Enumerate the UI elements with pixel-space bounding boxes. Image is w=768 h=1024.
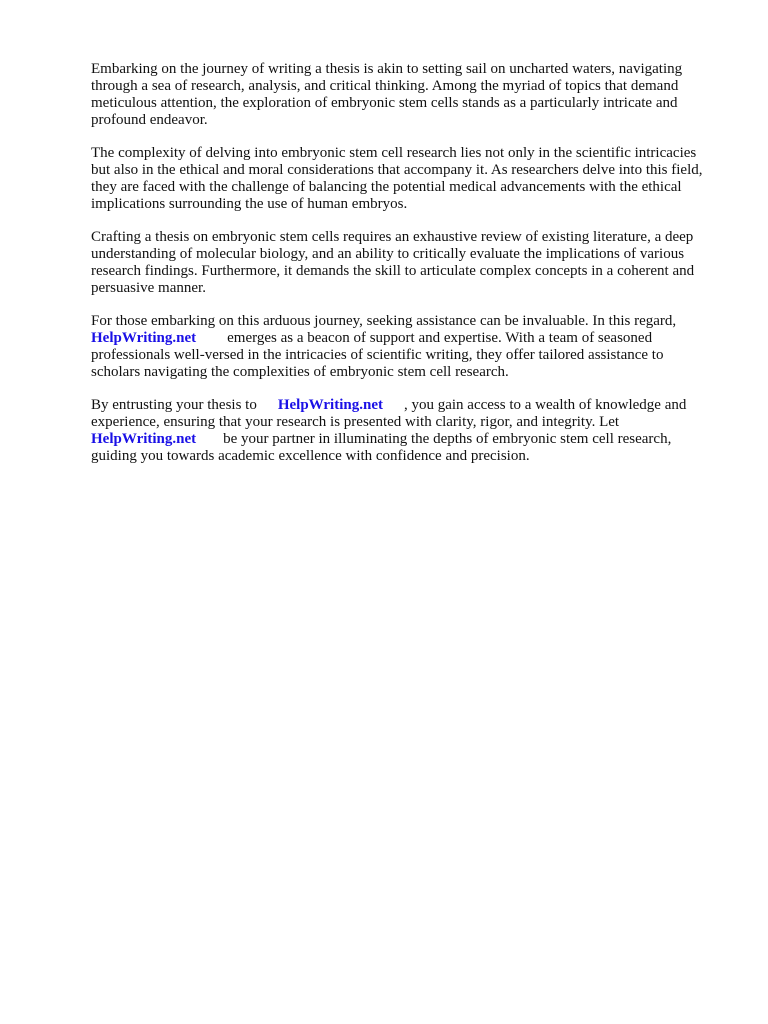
helpwriting-link[interactable]: HelpWriting.net (277, 397, 383, 413)
text-line: Embarking on the journey of writing a thesis is akin to setting sail on uncharted waters, navigating (91, 61, 683, 77)
text-line: For those embarking on this arduous journey, seeking assistance can be invaluable. In this regard, (91, 313, 677, 329)
text-line: scholars navigating the complexities of embryonic stem cell research. (91, 364, 509, 380)
text-line: research findings. Furthermore, it demands the skill to articulate complex concepts in a coherent and (91, 263, 695, 279)
helpwriting-link[interactable]: HelpWriting.net (91, 431, 197, 447)
text-line: implications surrounding the use of human embryos. (91, 196, 408, 212)
paragraph-intro (91, 61, 682, 129)
text-line: meticulous attention, the exploration of embryonic stem cells stands as a particularly intricate and (91, 95, 678, 111)
text-line: Crafting a thesis on embryonic stem cells requires an exhaustive review of existing literature, a deep (91, 229, 694, 245)
text-line: persuasive manner. (91, 280, 206, 296)
text-line: profound endeavor. (91, 112, 208, 128)
text-segment: emerges as a beacon of support and expertise. With a team of seasoned (227, 330, 653, 346)
text-line: The complexity of delving into embryonic stem cell research lies not only in the scientific intricacies (91, 145, 697, 161)
text-line: guiding you towards academic excellence with confidence and precision. (91, 448, 530, 464)
text-line: experience, ensuring that your research is presented with clarity, rigor, and integrity. Let (91, 414, 620, 430)
helpwriting-link[interactable]: HelpWriting.net (91, 330, 197, 346)
text-line (91, 330, 676, 347)
text-line: understanding of molecular biology, and an ability to critically evaluate the implications of various (91, 246, 685, 262)
text-segment: By entrusting your thesis to (91, 397, 257, 413)
text-segment: be your partner in illuminating the depths of embryonic stem cell research, (223, 431, 672, 447)
paragraph-assistance (91, 313, 676, 381)
text-line (91, 431, 686, 448)
text-segment: , you gain access to a wealth of knowledge and (403, 397, 687, 413)
text-line: but also in the ethical and moral considerations that accompany it. As researchers delve into this field, (91, 162, 703, 178)
text-line: through a sea of research, analysis, and critical thinking. Among the myriad of topics that demand (91, 78, 679, 94)
text-line: professionals well-versed in the intricacies of scientific writing, they offer tailored assistance to (91, 347, 664, 363)
text-line: they are faced with the challenge of balancing the potential medical advancements with the ethical (91, 179, 682, 195)
paragraph-crafting (91, 229, 694, 297)
text-line (91, 397, 686, 414)
paragraph-complexity (91, 145, 702, 213)
paragraph-entrusting (91, 397, 686, 465)
